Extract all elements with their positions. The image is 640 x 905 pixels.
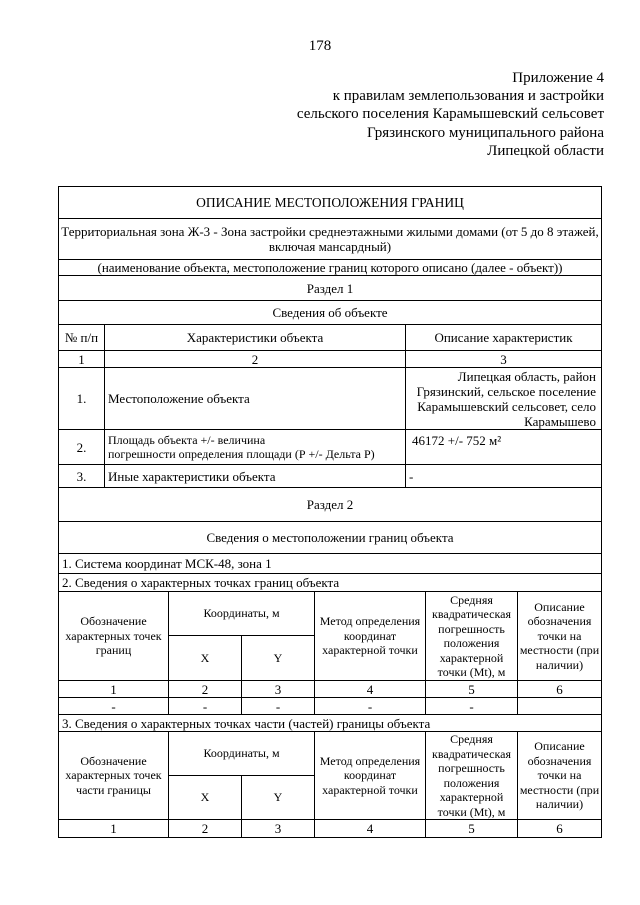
location-line: Карамышево bbox=[524, 413, 596, 429]
location-line: Липецкая область, район bbox=[457, 368, 596, 384]
method-header bbox=[320, 614, 420, 658]
section1-header-row bbox=[59, 325, 601, 351]
header-line: характерной bbox=[439, 650, 504, 665]
header-line: Описание bbox=[534, 599, 585, 614]
col-number: 1 bbox=[110, 681, 117, 697]
header-line: Метод определения bbox=[319, 753, 421, 768]
section1-row-area bbox=[59, 430, 601, 465]
header-line: характерной точки bbox=[322, 643, 418, 658]
header-line: точки (Mt), м bbox=[437, 665, 506, 679]
row-num: 3. bbox=[76, 468, 87, 484]
coord-system: 1. Система координат МСК-48, зона 1 bbox=[62, 556, 272, 571]
accuracy-header bbox=[432, 593, 511, 680]
appendix-block bbox=[297, 69, 604, 160]
header-line: точки (Mt), м bbox=[437, 804, 506, 819]
section2-subtitle: Сведения о местоположении границ объекта bbox=[206, 530, 454, 545]
points-colnum-row bbox=[59, 681, 601, 698]
header-line: Описание bbox=[534, 739, 585, 754]
header-line: характерной bbox=[439, 790, 504, 804]
header-line: границ bbox=[95, 643, 132, 658]
header-line: положения bbox=[443, 775, 500, 790]
header-num: № п/п bbox=[64, 330, 99, 345]
points-dash-row bbox=[59, 698, 601, 715]
col-number: 6 bbox=[517, 820, 601, 837]
header-line: квадратическая bbox=[432, 607, 511, 621]
col-number: 5 bbox=[425, 681, 517, 697]
zone-line: включая мансардный) bbox=[268, 239, 392, 254]
row-value: - bbox=[405, 465, 601, 487]
header-line: обозначения bbox=[527, 614, 592, 629]
location-line: Грязинский, сельское поселение bbox=[416, 383, 596, 399]
header-line: обозначения bbox=[527, 753, 592, 768]
header-line: точки на bbox=[537, 628, 582, 643]
header-description: Описание характеристик bbox=[405, 325, 601, 350]
row-name: Иные характеристики объекта bbox=[104, 465, 405, 487]
header-line: Средняя bbox=[450, 732, 493, 746]
col-number: 1 bbox=[110, 821, 117, 836]
row-num: 1. bbox=[76, 391, 87, 406]
appendix-line: Грязинского муниципального района bbox=[367, 124, 604, 141]
section1-subtitle: Сведения об объекте bbox=[272, 305, 388, 320]
col-number: 3 bbox=[241, 681, 314, 697]
points-title-row bbox=[59, 574, 601, 592]
zone-row bbox=[59, 219, 601, 260]
method-header bbox=[320, 754, 420, 798]
y-header: Y bbox=[241, 636, 314, 680]
section1-title-row bbox=[59, 276, 601, 301]
header-line: Обозначение bbox=[80, 614, 147, 629]
col-number: 5 bbox=[425, 820, 517, 837]
section2-title-row bbox=[59, 488, 601, 522]
header-line: координат bbox=[343, 628, 397, 643]
x-header: X bbox=[168, 776, 241, 819]
col-number: 3 bbox=[241, 820, 314, 837]
header-line: местности (при bbox=[519, 643, 600, 658]
page-number: 178 bbox=[308, 38, 332, 54]
header-line: Средняя bbox=[450, 592, 493, 607]
title-row bbox=[59, 187, 601, 219]
section1-colnum-row bbox=[59, 351, 601, 368]
row-num: 2. bbox=[76, 439, 87, 455]
section1-subtitle-row bbox=[59, 301, 601, 325]
section1-row-location bbox=[59, 368, 601, 430]
header-line: квадратическая bbox=[432, 746, 511, 761]
section2-title: Раздел 2 bbox=[306, 497, 354, 512]
area-name bbox=[108, 433, 375, 462]
col-number: 4 bbox=[314, 820, 425, 837]
area-value: 46172 +/- 752 м² bbox=[405, 430, 601, 464]
header-line: погрешность bbox=[438, 761, 505, 775]
col-number: 2 bbox=[168, 820, 241, 837]
parts-colnum-row bbox=[59, 820, 601, 837]
appendix-line: к правилам землепользования и застройки bbox=[332, 88, 604, 105]
header-line: характерной точки bbox=[322, 782, 418, 797]
col-number: 2 bbox=[104, 351, 405, 367]
table-cell: - bbox=[314, 698, 425, 714]
location-line: Карамышевский сельсовет, село bbox=[417, 398, 596, 414]
doc-title: ОПИСАНИЕ МЕСТОПОЛОЖЕНИЯ ГРАНИЦ bbox=[196, 195, 464, 210]
col-number: 2 bbox=[168, 681, 241, 697]
header-line: местности (при bbox=[519, 782, 600, 797]
header-line: Обозначение bbox=[80, 753, 147, 768]
table-cell: - bbox=[241, 698, 314, 714]
parts-title-row bbox=[59, 715, 601, 732]
header-line: характерных точек bbox=[65, 628, 162, 643]
section1-title: Раздел 1 bbox=[306, 280, 354, 296]
header-line: точки на bbox=[537, 768, 582, 783]
point-designation-header bbox=[65, 614, 161, 658]
x-header: X bbox=[168, 636, 241, 680]
appendix-line: сельского поселения Карамышевский сельсовет bbox=[296, 106, 604, 123]
col-number: 1 bbox=[78, 351, 85, 367]
part-designation-header bbox=[65, 754, 161, 798]
col-number: 6 bbox=[517, 681, 601, 697]
coords-header: Координаты, м bbox=[168, 732, 314, 776]
points-title: 2. Сведения о характерных точках границ объекта bbox=[62, 575, 340, 590]
description-header bbox=[520, 600, 599, 673]
col-number: 4 bbox=[314, 681, 425, 697]
header-line: координат bbox=[343, 768, 397, 783]
header-characteristic: Характеристики объекта bbox=[104, 325, 405, 350]
section1-row-other bbox=[59, 465, 601, 488]
points-header bbox=[59, 592, 601, 681]
coord-system-row bbox=[59, 554, 601, 574]
description-header bbox=[520, 739, 599, 812]
header-line: положения bbox=[443, 636, 500, 650]
table-cell: - bbox=[111, 698, 116, 714]
boundary-description-table bbox=[58, 186, 602, 838]
coords-header: Координаты, м bbox=[168, 592, 314, 636]
object-note-row bbox=[59, 260, 601, 276]
header-line: наличии) bbox=[535, 797, 584, 812]
parts-title: 3. Сведения о характерных точках части (частей) границы объекта bbox=[62, 715, 431, 731]
object-note: (наименование объекта, местоположение границ которого описано (далее - объект)) bbox=[97, 260, 563, 275]
area-name-line: Площадь объекта +/- величина bbox=[108, 432, 266, 447]
header-line: наличии) bbox=[535, 657, 584, 672]
appendix-line: Приложение 4 bbox=[512, 70, 604, 86]
accuracy-header bbox=[432, 732, 511, 819]
location-value bbox=[417, 369, 596, 429]
header-line: погрешность bbox=[438, 621, 505, 636]
header-line: части границы bbox=[76, 782, 151, 797]
area-name-line: погрешности определения площади (Р +/- Дельта Р) bbox=[108, 447, 375, 461]
row-name: Местоположение объекта bbox=[104, 368, 405, 429]
table-cell: - bbox=[168, 698, 241, 714]
col-number: 3 bbox=[405, 351, 601, 367]
header-line: Метод определения bbox=[319, 614, 421, 629]
parts-header bbox=[59, 732, 601, 820]
section2-subtitle-row bbox=[59, 522, 601, 554]
table-cell bbox=[517, 698, 601, 714]
header-line: характерных точек bbox=[65, 768, 162, 783]
zone-line: Территориальная зона Ж-3 - Зона застройки среднеэтажными жилыми домами (от 5 до 8 этажей, bbox=[61, 224, 599, 239]
y-header: Y bbox=[241, 776, 314, 819]
appendix-line: Липецкой области bbox=[487, 142, 604, 159]
table-cell: - bbox=[425, 698, 517, 714]
